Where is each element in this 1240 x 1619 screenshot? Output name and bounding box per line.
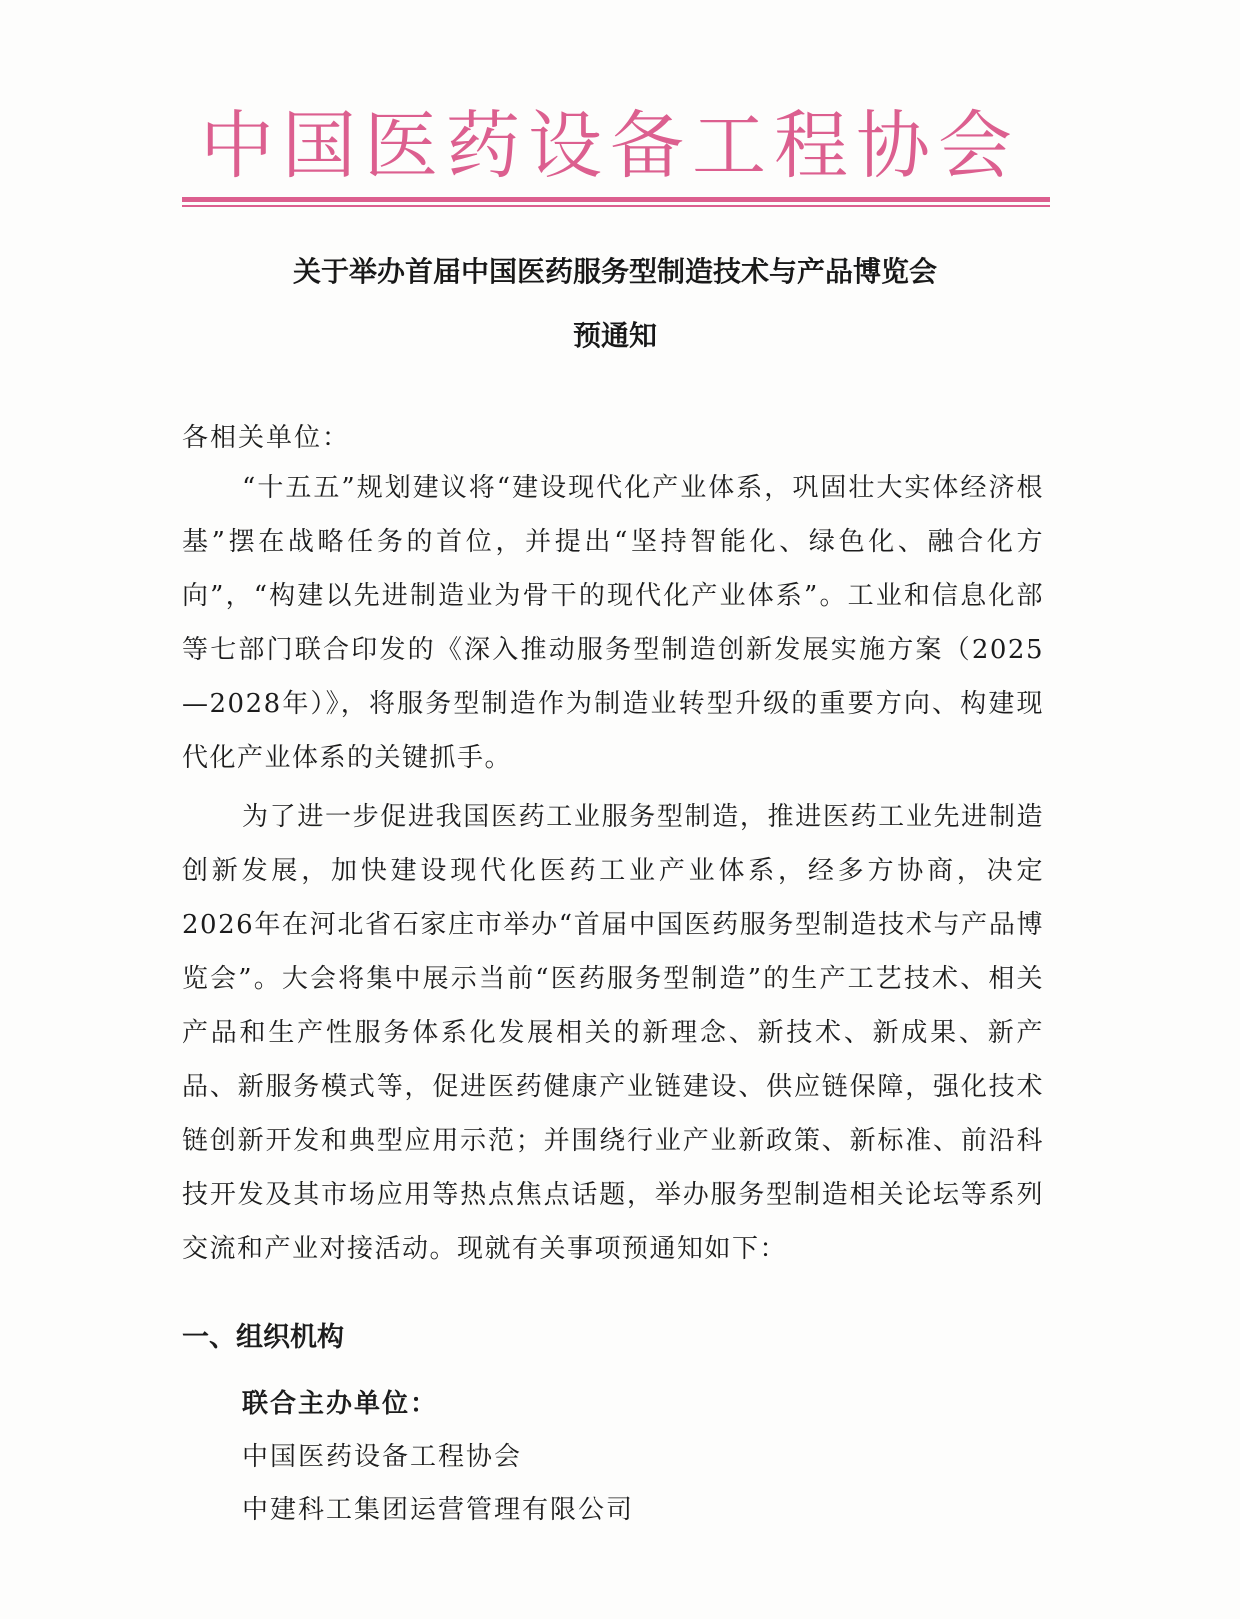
- organizer-item: 中国医药设备工程协会: [242, 1442, 523, 1472]
- document-title-line-2: 预通知: [572, 319, 657, 352]
- organizer-item: 中建科工集团运营管理有限公司: [242, 1495, 635, 1525]
- letterhead-organization-name: 中国医药设备工程协会: [200, 103, 1020, 189]
- salutation: 各相关单位：: [182, 423, 351, 453]
- body-paragraph-1: “十五五”规划建议将“建设现代化产业体系，巩固壮大实体经济根基”摆在战略任务的首位，并提出“坚持智能化、绿色化、融合化方向”，“构建以先进制造业为骨干的现代化产业体系”。工业和信息化部等七部门联合印发的《深入推动服务型制造创新发展实施方案（2025—2028年）》，将服务型制造作为制造业转型升级的重要方向、构建现代化产业体系的关键抓手。: [182, 473, 1044, 773]
- section-heading-organization: 一、组织机构: [182, 1322, 344, 1353]
- subheading-co-organizers: 联合主办单位：: [242, 1389, 439, 1419]
- document-title-line-1: 关于举办首届中国医药服务型制造技术与产品博览会: [292, 255, 937, 288]
- letterhead-divider-thick: [182, 197, 1050, 202]
- letterhead-divider-thin: [182, 205, 1050, 207]
- body-paragraph-2: 为了进一步促进我国医药工业服务型制造，推进医药工业先进制造创新发展，加快建设现代化医药工业产业体系，经多方协商，决定2026年在河北省石家庄市举办“首届中国医药服务型制造技术与产品博览会”。大会将集中展示当前“医药服务型制造”的生产工艺技术、相关产品和生产性服务体系化发展相关的新理念、新技术、新成果、新产品、新服务模式等，促进医药健康产业链建设、供应链保障，强化技术链创新开发和典型应用示范；并围绕行业产业新政策、新标准、前沿科技开发及其市场应用等热点焦点话题，举办服务型制造相关论坛等系列交流和产业对接活动。现就有关事项预通知如下：: [182, 802, 1044, 1264]
